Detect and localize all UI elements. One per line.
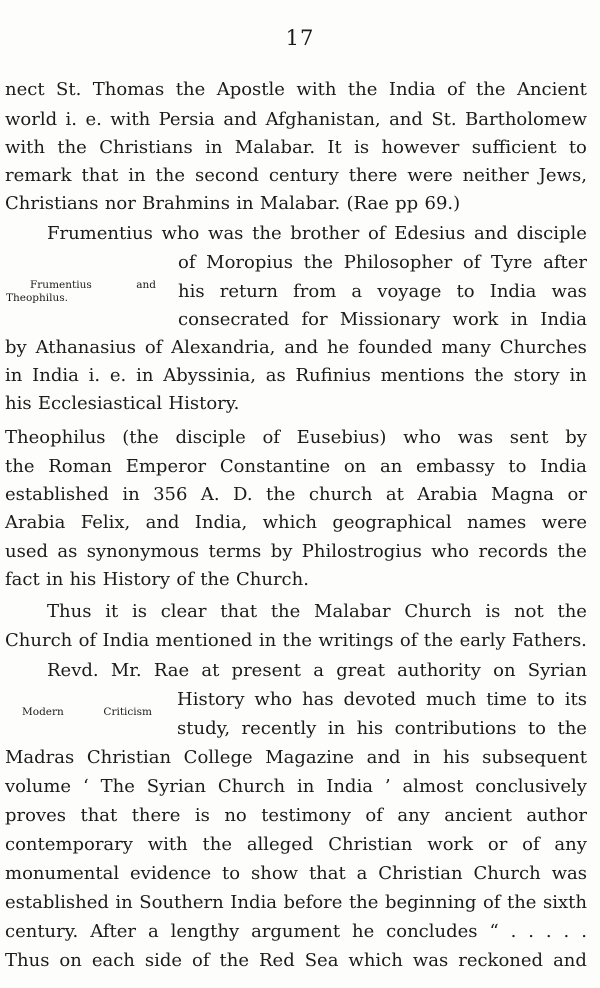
text-line: used as synonymous terms by Philostrogius who records the <box>5 541 587 562</box>
margin-note-frumentius-word: Frumentius <box>30 279 92 291</box>
margin-note-frumentius <box>6 279 156 305</box>
text-line: of Moropius the Philosopher of Tyre after <box>178 252 587 273</box>
text-line: established in 356 A. D. the church at Arabia Magna or <box>5 484 587 505</box>
text-line: century. After a lengthy argument he concludes “ . . . . . <box>5 921 587 942</box>
text-line: in India i. e. in Abyssinia, as Rufinius mentions the story in <box>5 365 587 386</box>
text-line: Frumentius who was the brother of Edesius and disciple <box>47 223 587 244</box>
text-line: fact in his History of the Church. <box>5 569 309 590</box>
text-line: Church of India mentioned in the writings of the early Fathers. <box>5 630 587 651</box>
text-line: volume ‘ The Syrian Church in India ’ almost conclusively <box>5 776 587 797</box>
text-line: nect St. Thomas the Apostle with the India of the Ancient <box>5 79 587 100</box>
margin-note-modern-word: Modern <box>22 706 64 718</box>
text-line: Christians nor Brahmins in Malabar. (Rae pp 69.) <box>5 193 461 214</box>
text-line: Revd. Mr. Rae at present a great authority on Syrian <box>47 660 587 681</box>
text-line: History who has devoted much time to its <box>177 689 587 710</box>
margin-note-and-word: and <box>136 279 156 291</box>
text-line: with the Christians in Malabar. It is however sufficient to <box>5 137 587 158</box>
text-line: Theophilus (the disciple of Eusebius) who was sent by <box>5 427 587 448</box>
text-line: established in Southern India before the beginning of the sixth <box>5 892 587 913</box>
margin-note-modern-criticism <box>22 706 152 719</box>
margin-note-theophilus: Theophilus. <box>6 292 68 304</box>
text-line: proves that there is no testimony of any ancient author <box>5 805 587 826</box>
text-line: the Roman Emperor Constantine on an embassy to India <box>5 456 587 477</box>
text-line: Thus on each side of the Red Sea which was reckoned and <box>5 950 587 971</box>
text-line: monumental evidence to show that a Christian Church was <box>5 863 587 884</box>
text-line: contemporary with the alleged Christian work or of any <box>5 834 587 855</box>
text-line: Thus it is clear that the Malabar Church is not the <box>47 601 587 622</box>
text-line: Arabia Felix, and India, which geographical names were <box>5 512 587 533</box>
text-line: study, recently in his contributions to the <box>177 718 587 739</box>
text-line: his return from a voyage to India was <box>178 281 587 302</box>
text-line: by Athanasius of Alexandria, and he founded many Churches <box>5 337 587 358</box>
text-line: consecrated for Missionary work in India <box>178 309 587 330</box>
text-line: remark that in the second century there were neither Jews, <box>5 165 587 186</box>
margin-note-criticism-word: Criticism <box>103 706 152 718</box>
text-line: his Ecclesiastical History. <box>5 393 240 414</box>
text-line: Madras Christian College Magazine and in his subsequent <box>5 747 587 768</box>
text-line: world i. e. with Persia and Afghanistan, and St. Bartholomew <box>5 109 587 130</box>
page-number: 17 <box>285 26 315 50</box>
